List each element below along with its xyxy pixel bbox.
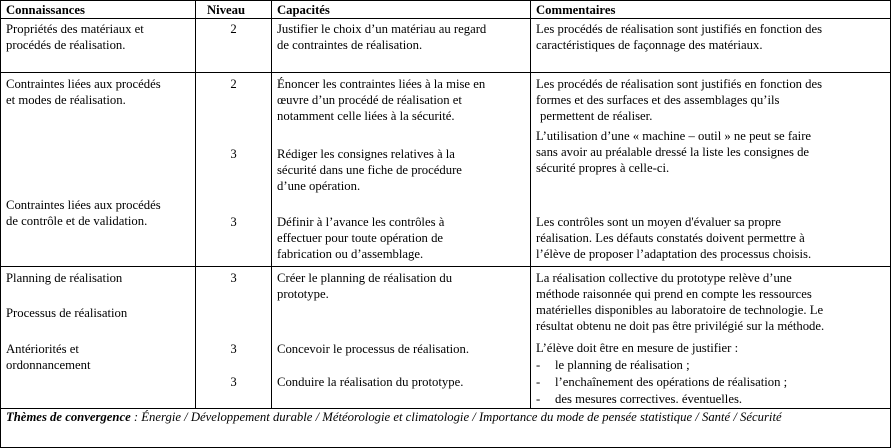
connaissance-cell: Propriétés des matériaux et procédés de réalisation. xyxy=(6,22,144,52)
connaissance-cell: Processus de réalisation xyxy=(6,306,128,320)
row-divider xyxy=(0,266,891,267)
list-item-text: des mesures correctives. éventuelles. xyxy=(555,392,743,406)
commentaire-cell: Les procédés de réalisation sont justifiés en fonction des caractéristiques de façonnage des matériaux. xyxy=(536,22,823,52)
commentaire-cell: L’élève doit être en mesure de justifier : xyxy=(536,341,739,355)
commentaire-cell: L’utilisation d’une « machine – outil » ne peut se faire sans avoir au préalable dressé la liste les consignes de sécurité propres à celle-ci. xyxy=(536,129,812,175)
list-item-text: le planning de réalisation ; xyxy=(555,358,690,372)
row-divider xyxy=(0,72,891,73)
commentaire-cell: Les contrôles sont un moyen d'évaluer sa propre réalisation. Les défauts constatés doivent permettre à l’élève de proposer l’adaptation des processus choisis. xyxy=(536,215,812,261)
capacite-cell: Énoncer les contraintes liées à la mise en œuvre d’un procédé de réalisation et notamment celle liées à la sécurité. xyxy=(277,77,486,123)
header-connaissances: Connaissances xyxy=(6,3,85,17)
column-divider xyxy=(271,0,272,409)
niveau-cell: 2 xyxy=(230,77,237,91)
header-capacites: Capacités xyxy=(277,3,330,17)
footer-themes xyxy=(6,409,884,425)
list-item-text: l’enchaînement des opérations de réalisation ; xyxy=(555,375,788,389)
commentaire-cell: Les procédés de réalisation sont justifiés en fonction des formes et des surfaces et des assemblages qu’ils permettent de réaliser. xyxy=(536,77,823,123)
niveau-cell: 3 xyxy=(230,375,237,389)
niveau-cell: 3 xyxy=(230,147,237,161)
header-commentaires: Commentaires xyxy=(536,3,616,17)
connaissance-cell: Contraintes liées aux procédés et modes de réalisation. xyxy=(6,77,161,107)
footer-text: : Énergie / Développement durable / Météorologie et climatologie / Importance du mode de pensée statistique / Santé / Sécurité xyxy=(130,410,782,424)
header-row-divider xyxy=(0,18,891,19)
niveau-cell: 2 xyxy=(230,22,237,36)
capacite-cell: Créer le planning de réalisation du prototype. xyxy=(277,271,453,301)
list-bullet: - xyxy=(536,392,541,406)
commentaire-cell: La réalisation collective du prototype relève d’une méthode raisonnée qui prend en compte les ressources matérielles disponibles au laboratoire de technologie. Le résultat obtenu ne doit pas être privilégié sur la méthode. xyxy=(536,271,825,333)
capacite-cell: Rédiger les consignes relatives à la sécurité dans une fiche de procédure d’une opération. xyxy=(277,147,462,193)
niveau-cell: 3 xyxy=(230,215,237,229)
list-item xyxy=(536,357,540,373)
header-niveau: Niveau xyxy=(207,3,246,17)
footer-label: Thèmes de convergence xyxy=(6,410,131,424)
column-divider xyxy=(530,0,531,409)
connaissance-cell: Contraintes liées aux procédés de contrôle et de validation. xyxy=(6,198,161,228)
capacite-cell: Conduire la réalisation du prototype. xyxy=(277,375,464,389)
list-bullet: - xyxy=(536,375,541,389)
list-item xyxy=(536,374,540,390)
table-border-left xyxy=(0,0,1,448)
connaissance-cell: Planning de réalisation xyxy=(6,271,123,285)
list-bullet: - xyxy=(536,358,541,372)
niveau-cell: 3 xyxy=(230,342,237,356)
niveau-cell: 3 xyxy=(230,271,237,285)
list-item xyxy=(536,391,540,407)
table-border-top xyxy=(0,0,891,1)
connaissance-cell: Antériorités et ordonnancement xyxy=(6,342,91,372)
capacite-cell: Définir à l’avance les contrôles à effectuer pour toute opération de fabrication ou d’assemblage. xyxy=(277,215,445,261)
capacite-cell: Justifier le choix d’un matériau au regard de contraintes de réalisation. xyxy=(277,22,487,52)
capacite-cell: Concevoir le processus de réalisation. xyxy=(277,342,470,356)
